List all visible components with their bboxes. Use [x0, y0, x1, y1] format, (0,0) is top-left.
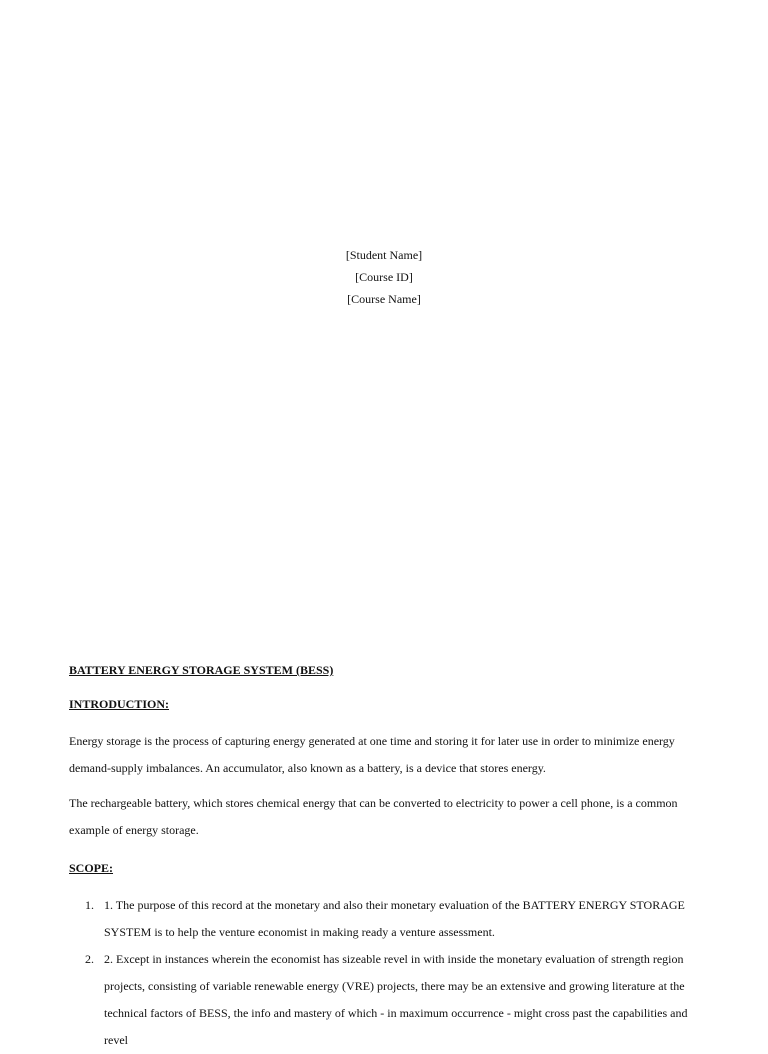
- document-body: [69, 660, 709, 1054]
- student-name: [Student Name]: [345, 248, 423, 262]
- list-item-text: 1. The purpose of this record at the monetary and also their monetary evaluation of the BATTERY ENERGY STORAGE SYSTEM is to help the venture economist in making ready a venture assessment.: [104, 898, 685, 939]
- list-item-number: 1.: [85, 898, 94, 912]
- scope-heading: SCOPE:: [69, 861, 114, 875]
- course-id: [Course ID]: [355, 270, 413, 284]
- intro-paragraph: Energy storage is the process of capturing energy generated at one time and storing it for later use in order to minimize energy demand-supply imbalances. An accumulator, also known as a battery, is a device that stores energy.: [69, 734, 675, 775]
- introduction-heading: INTRODUCTION:: [69, 697, 170, 711]
- course-name: [Course Name]: [347, 292, 421, 306]
- list-item-number: 2.: [85, 952, 94, 966]
- list-item: [69, 946, 709, 1054]
- list-item: [69, 892, 709, 946]
- title-block: [0, 244, 768, 310]
- main-heading: BATTERY ENERGY STORAGE SYSTEM (BESS): [69, 663, 334, 677]
- scope-list: [69, 892, 709, 1054]
- list-item-text: 2. Except in instances wherein the economist has sizeable revel in with inside the monetary evaluation of strength region projects, consisting of variable renewable energy (VRE) projects, there may be an extensive and growing literature at the technical factors of BESS, the info and mastery of which - in maximum occurrence - might cross past the capabilities and revel: [104, 952, 688, 1047]
- intro-paragraph: The rechargeable battery, which stores chemical energy that can be converted to electricity to power a cell phone, is a common example of energy storage.: [69, 796, 678, 837]
